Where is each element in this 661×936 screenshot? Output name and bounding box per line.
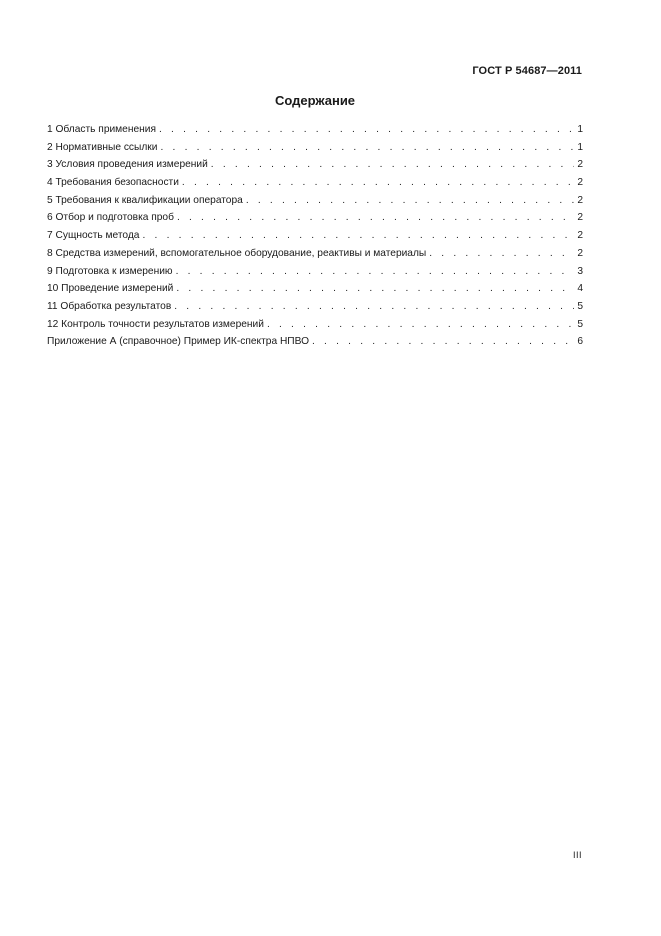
toc-entry-label: 10 Проведение измерений bbox=[47, 283, 174, 295]
toc-entry-page: 5 bbox=[577, 300, 583, 312]
toc-entry-page: 1 bbox=[577, 124, 583, 135]
toc-entry-4[interactable] bbox=[47, 174, 583, 192]
toc-entry-appendix-a[interactable] bbox=[47, 333, 583, 351]
toc-entry-label: 7 Сущность метода bbox=[47, 230, 140, 242]
toc-entry-page: 1 bbox=[577, 141, 583, 153]
toc-entry-1[interactable] bbox=[47, 121, 583, 139]
toc-entry-label: 9 Подготовка к измерению bbox=[47, 265, 173, 277]
toc-leader-dots bbox=[160, 139, 574, 157]
toc-entry-page: 5 bbox=[577, 318, 583, 330]
toc-title: Содержание bbox=[274, 93, 356, 108]
toc-entry-label: 3 Условия проведения измерений bbox=[47, 159, 208, 171]
toc-entry-label: 4 Требования безопасности bbox=[47, 177, 179, 189]
toc-entry-label: 1 Область применения bbox=[47, 124, 156, 135]
toc-entry-page: 4 bbox=[577, 283, 583, 295]
document-code: ГОСТ Р 54687—2011 bbox=[472, 65, 582, 77]
toc-entry-2[interactable] bbox=[47, 139, 583, 157]
toc-leader-dots bbox=[246, 192, 574, 210]
toc-entry-page: 3 bbox=[577, 265, 583, 277]
toc-entry-label: 6 Отбор и подготовка проб bbox=[47, 212, 174, 224]
toc-entry-9[interactable] bbox=[47, 263, 583, 281]
toc-leader-dots bbox=[159, 121, 574, 139]
toc-leader-dots bbox=[267, 316, 574, 334]
toc-leader-dots bbox=[429, 245, 574, 263]
toc-entry-page: 2 bbox=[577, 177, 583, 189]
page-number: III bbox=[572, 850, 582, 860]
toc-entry-page: 6 bbox=[577, 336, 583, 348]
toc-leader-dots bbox=[176, 280, 574, 298]
toc-entry-10[interactable] bbox=[47, 280, 583, 298]
toc-entry-label: 5 Требования к квалификации оператора bbox=[47, 194, 243, 206]
toc-entry-11[interactable] bbox=[47, 298, 583, 316]
toc-entry-6[interactable] bbox=[47, 209, 583, 227]
toc-entry-page: 2 bbox=[577, 247, 583, 259]
toc-entry-7[interactable] bbox=[47, 227, 583, 245]
toc-entry-page: 2 bbox=[577, 159, 583, 171]
toc-entry-label: 2 Нормативные ссылки bbox=[47, 141, 158, 153]
toc-leader-dots bbox=[142, 227, 574, 245]
toc-entry-label: Приложение А (справочное) Пример ИК-спектра НПВО bbox=[47, 336, 309, 348]
toc-entry-label: 11 Обработка результатов bbox=[47, 300, 172, 312]
toc-entry-12[interactable] bbox=[47, 316, 583, 334]
toc-entry-label: 12 Контроль точности результатов измерений bbox=[47, 318, 264, 330]
toc-entry-8[interactable] bbox=[47, 245, 583, 263]
toc-entry-page: 2 bbox=[577, 194, 583, 206]
toc-entry-page: 2 bbox=[577, 230, 583, 242]
toc-leader-dots bbox=[177, 209, 574, 227]
toc-leader-dots bbox=[176, 263, 574, 281]
toc-entry-3[interactable] bbox=[47, 156, 583, 174]
toc-leader-dots bbox=[211, 156, 574, 174]
table-of-contents bbox=[47, 121, 583, 351]
toc-leader-dots bbox=[312, 333, 574, 351]
toc-leader-dots bbox=[174, 298, 574, 316]
toc-leader-dots bbox=[182, 174, 574, 192]
toc-entry-5[interactable] bbox=[47, 192, 583, 210]
toc-entry-page: 2 bbox=[577, 212, 583, 224]
toc-entry-label: 8 Средства измерений, вспомогательное оборудование, реактивы и материалы bbox=[47, 247, 427, 259]
